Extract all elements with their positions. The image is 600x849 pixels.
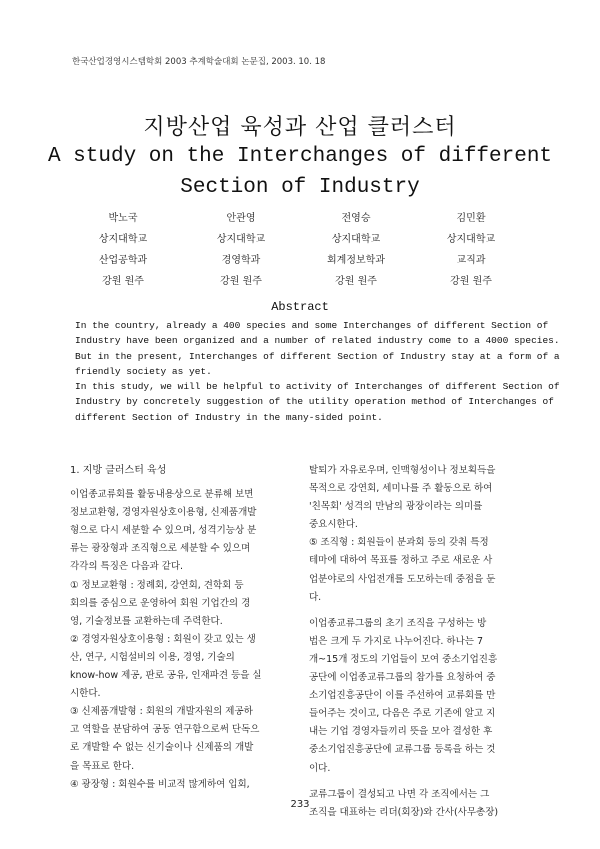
body-line: 교류그룹이 결성되고 나면 각 조직에서는 그 bbox=[309, 788, 490, 800]
author-name: 김민환 bbox=[456, 213, 486, 224]
body-line: 회의를 중심으로 운영하여 회원 기업간의 경 bbox=[70, 597, 251, 609]
author-name: 안관영 bbox=[226, 213, 256, 224]
abstract-line: different Section of Industry in the many-sided point. bbox=[75, 411, 383, 423]
abstract-line: Industry have been organized and a number of related industry come to a 4000 species. bbox=[75, 335, 560, 347]
body-line: ① 정보교환형 : 정례회, 강연회, 견학회 등 bbox=[70, 579, 244, 591]
body-line: '친목회' 성격의 만남의 광장이라는 의미를 bbox=[309, 501, 483, 513]
body-line: 시한다. bbox=[70, 688, 101, 700]
body-line: 이업종교류회를 활동내용상으로 분류해 보면 bbox=[70, 489, 254, 501]
author-block bbox=[73, 208, 173, 292]
body-line: 소기업진흥공단이 이를 주선하여 교류회를 만 bbox=[309, 690, 496, 702]
author-block bbox=[306, 208, 406, 292]
body-line: ③ 신제품개발형 : 회원의 개발자원의 제공하 bbox=[70, 706, 253, 718]
title-english-line2: Section of Industry bbox=[180, 176, 420, 199]
author-university: 상지대학교 bbox=[331, 234, 381, 245]
abstract-body bbox=[75, 318, 560, 425]
body-line: 들어주는 것이고, 다음은 주로 기존에 알고 지 bbox=[309, 708, 496, 720]
body-line: 중요시한다. bbox=[309, 519, 358, 531]
body-line: 이업종교류그룹의 초기 조직을 구성하는 방 bbox=[309, 617, 487, 629]
body-line: 내는 기업 경영자들끼리 뜻을 모아 결성한 후 bbox=[309, 726, 493, 738]
abstract-line: In the country, already a 400 species and some Interchanges of different Section of bbox=[75, 320, 549, 331]
body-line: ④ 광장형 : 회원수를 비교적 많게하여 입회, bbox=[70, 778, 250, 790]
body-line: 로 개발할 수 없는 신기술이나 신제품의 개발 bbox=[70, 742, 254, 754]
author-location: 강원 원주 bbox=[220, 276, 262, 287]
author-block bbox=[191, 208, 291, 292]
body-line: 다. bbox=[309, 591, 322, 603]
body-column-left bbox=[70, 462, 300, 794]
author-university: 상지대학교 bbox=[98, 234, 148, 245]
author-university: 상지대학교 bbox=[216, 234, 266, 245]
body-line: 개~15개 정도의 기업들이 모여 중소기업진흥 bbox=[309, 653, 498, 665]
body-line: 조직을 대표하는 리더(회장)와 간사(사무총장) bbox=[309, 806, 499, 818]
body-line: 고 역할을 분담하여 공동 연구함으로써 단독으 bbox=[70, 724, 260, 736]
body-line: 형으로 다시 세분할 수 있으며, 성격기능상 분 bbox=[70, 525, 257, 537]
body-line: 정보교환형, 경영자원상호이용형, 신제품개발 bbox=[70, 507, 257, 519]
body-line: 영, 기술정보를 교환하는데 주력한다. bbox=[70, 615, 223, 627]
author-department: 회계정보학과 bbox=[327, 255, 385, 266]
title-english-line1: A study on the Interchanges of different bbox=[47, 145, 553, 168]
title-korean: 지방산업 육성과 산업 클러스터 bbox=[143, 115, 457, 140]
body-line: 법은 크게 두 가지로 나누어진다. 하나는 7 bbox=[309, 635, 484, 647]
author-location: 강원 원주 bbox=[102, 276, 144, 287]
body-line: 공단에 이업종교류그룹의 참가를 요청하여 중 bbox=[309, 672, 496, 684]
body-line: 테마에 대하여 목표를 정하고 주로 새로운 사 bbox=[309, 555, 493, 567]
abstract-line: But in the present, Interchanges of different Section of Industry stay at a form of a bbox=[75, 350, 560, 362]
author-department: 교직과 bbox=[456, 255, 486, 266]
author-block bbox=[421, 208, 521, 292]
body-column-right bbox=[309, 462, 539, 822]
body-line: 산, 연구, 시험설비의 이용, 경영, 기술의 bbox=[70, 651, 235, 663]
author-name: 전영승 bbox=[341, 213, 371, 224]
author-department: 산업공학과 bbox=[98, 255, 148, 266]
body-line: know-how 제공, 판로 공유, 인재파견 등을 실 bbox=[70, 670, 262, 682]
author-location: 강원 원주 bbox=[335, 276, 377, 287]
body-line: ⑤ 조직형 : 회원들이 분과회 등의 갖춰 특정 bbox=[309, 537, 489, 549]
body-line: 탈퇴가 자유로우며, 인맥형성이나 정보획득을 bbox=[309, 465, 496, 476]
body-line: 목적으로 강연회, 세미나를 주 활동으로 하여 bbox=[309, 483, 493, 495]
author-university: 상지대학교 bbox=[446, 234, 496, 245]
page-number: 233 bbox=[290, 799, 310, 810]
author-location: 강원 원주 bbox=[450, 276, 492, 287]
section-heading: 1. 지방 클러스터 육성 bbox=[70, 465, 167, 476]
author-list bbox=[73, 208, 533, 287]
body-line: 각각의 특징은 다음과 같다. bbox=[70, 561, 184, 573]
abstract-heading: Abstract bbox=[271, 300, 329, 314]
author-name: 박노국 bbox=[108, 213, 138, 224]
author-department: 경영학과 bbox=[221, 255, 261, 266]
abstract-line: friendly society as yet. bbox=[75, 365, 212, 377]
body-line: 중소기업진흥공단에 교류그룹 등록을 하는 것 bbox=[309, 744, 496, 756]
abstract-line: Industry by concretely suggestion of the utility operation method of Interchanges of bbox=[75, 396, 554, 408]
abstract-line: In this study, we will be helpful to activity of Interchanges of different Section of bbox=[75, 381, 560, 393]
running-head: 한국산업경영시스템학회 2003 추계학술대회 논문집, 2003. 10. 18 bbox=[72, 57, 326, 67]
body-line: ② 경영자원상호이용형 : 회원이 갖고 있는 생 bbox=[70, 633, 256, 645]
body-line: 이다. bbox=[309, 762, 331, 774]
body-line: 류는 광장형과 조직형으로 세분할 수 있으며 bbox=[70, 543, 251, 555]
body-line: 을 목표로 한다. bbox=[70, 760, 135, 772]
body-line: 업분야로의 사업전개를 도모하는데 중점을 둔 bbox=[309, 573, 496, 585]
